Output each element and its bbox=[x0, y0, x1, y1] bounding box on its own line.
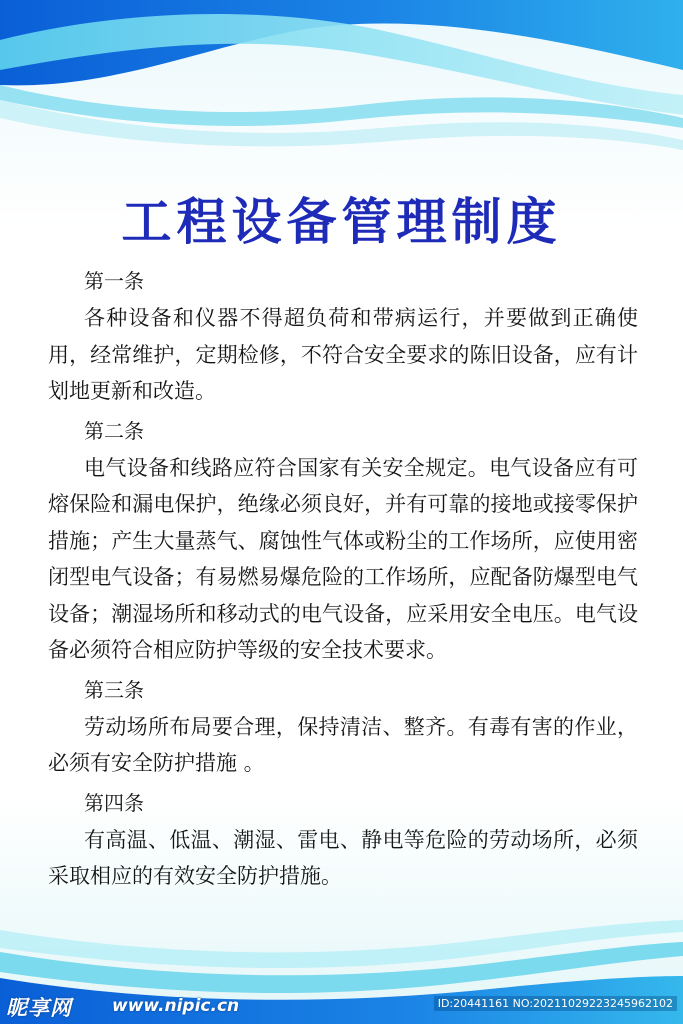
watermark-url: www.nipic.cn bbox=[112, 996, 240, 1016]
article-1 bbox=[48, 262, 638, 410]
watermark-logo: 昵享网 bbox=[6, 996, 72, 1020]
top-wave-decoration bbox=[0, 0, 683, 200]
article-4 bbox=[48, 784, 638, 895]
article-2 bbox=[48, 412, 638, 669]
article-body: 电气设备和线路应符合国家有关安全规定。电气设备应有可熔保险和漏电保护，绝缘必须良好，并有可靠的接地或接零保护措施；产生大量蒸气、腐蚀性气体或粉尘的工作场所，应使用密闭型电气设备；有易燃易爆危险的工作场所，应配备防爆型电气设备；潮湿场所和移动式的电气设备，应采用安全电压。电气设备必须符合相应防护等级的安全技术要求。 bbox=[48, 455, 638, 662]
article-3 bbox=[48, 671, 638, 782]
watermark-id: ID:20441161 NO:20211029223245962102 bbox=[434, 996, 677, 1011]
article-body: 各种设备和仪器不得超负荷和带病运行，并要做到正确使用，经常维护，定期检修，不符合安全要求的陈旧设备，应有计划地更新和改造。 bbox=[48, 306, 638, 403]
article-heading: 第一条 bbox=[84, 269, 144, 293]
article-heading: 第四条 bbox=[84, 790, 144, 815]
article-body: 劳动场所布局要合理，保持清洁、整齐。有毒有害的作业，必须有安全防护措施 。 bbox=[48, 714, 638, 775]
regulation-content bbox=[48, 262, 638, 897]
article-heading: 第二条 bbox=[84, 418, 144, 443]
page-title: 工程设备管理制度 bbox=[121, 192, 562, 251]
article-body: 有高温、低温、潮湿、雷电、静电等危险的劳动场所，必须采取相应的有效安全防护措施。 bbox=[48, 827, 638, 888]
article-heading: 第三条 bbox=[84, 677, 144, 702]
